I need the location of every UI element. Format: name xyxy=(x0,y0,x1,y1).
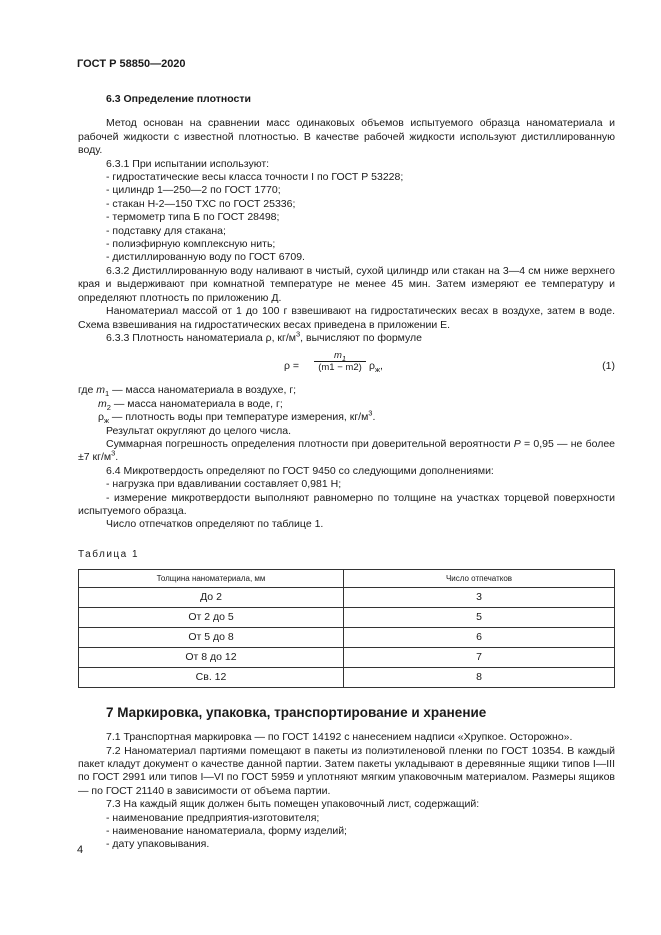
total-error-note xyxy=(78,438,615,465)
clause-6-4-table-ref: Число отпечатков определяют по таблице 1. xyxy=(106,518,324,531)
formula-lhs: ρ = xyxy=(284,360,300,373)
clause-6-3-2-weighing: Наноматериал массой от 1 до 100 г взвешивают на гидростатических весах в воздухе, затем в воде. Схема взвешивания на гидростатических весах приведена в приложении Е. xyxy=(78,305,615,331)
clause-6-4-item: - нагрузка при вдавливании составляет 0,981 Н; xyxy=(106,478,342,491)
clause-6-3-3-unit-exponent: 3 xyxy=(296,329,301,339)
equipment-item: - цилиндр 1—250—2 по ГОСТ 1770; xyxy=(106,184,281,197)
rounding-note: Результат округляют до целого числа. xyxy=(106,424,292,437)
thickness-cell: От 2 до 5 xyxy=(79,608,344,628)
table-header-thickness: Толщина наноматериала, мм xyxy=(79,570,344,588)
imprints-table xyxy=(78,569,615,688)
clause-6-3-2: 6.3.2 Дистиллированную воду наливают в чистый, сухой цилиндр или стакан на 3—4 см ниже верхнего края и выдерживают при комнатной температуре не менее 45 мин. Затем измеряют ее температуру и определяют плотность по приложению Д. xyxy=(78,264,615,304)
section-6-3-intro: Метод основан на сравнении масс одинаковых объемов испытуемого образца наноматериала и рабочей жидкости с известной плотностью. В качестве рабочей жидкости используют дистиллированную воду. xyxy=(78,117,615,157)
where-m1 xyxy=(78,384,615,397)
section-6-3-title: 6.3 Определение плотности xyxy=(106,93,251,105)
error-unit-exponent: 3 xyxy=(111,448,116,458)
m2-text: — масса наноматериала в воде, г; xyxy=(110,397,283,410)
formula-rhs xyxy=(369,360,383,373)
m1-sub: 1 xyxy=(105,389,110,399)
m2-var: m xyxy=(98,397,107,410)
clause-6-4: 6.4 Микротвердость определяют по ГОСТ 9450 со следующими дополнениями: xyxy=(106,464,494,477)
error-p-var: P xyxy=(513,437,521,450)
clause-7-2: 7.2 Наноматериал партиями помещают в пакеты из полиэтиленовой пленки по ГОСТ 10354. В каждый пакет кладут документ о качестве данной партии. Затем пакеты укладывают в деревянные ящики типов I—III по ГОСТ 2991 или типов I—VI по ГОСТ 5959 и уплотняют мягким упаковочным материалом. Размеры ящиков — по ГОСТ 21140 в зависимости от объема партии. xyxy=(78,744,615,797)
table-header-imprints: Число отпечатков xyxy=(344,570,615,588)
m1-var: m xyxy=(96,384,105,397)
error-text-b: = 0,95 — не более ±7 кг/м xyxy=(78,437,615,464)
rhs-symbol: ρ xyxy=(369,360,375,373)
table-row xyxy=(79,628,615,648)
page-number: 4 xyxy=(77,844,84,856)
thickness-cell: От 8 до 12 xyxy=(79,648,344,668)
formula-denominator: (m1 − m2) xyxy=(318,362,362,374)
rho-text: — плотность воды при температуре измерения, кг/м xyxy=(109,411,369,424)
clause-7-3: 7.3 На каждый ящик должен быть помещен упаковочный лист, содержащий: xyxy=(106,798,480,811)
page-content xyxy=(78,93,615,852)
m2-sub: 2 xyxy=(106,402,111,412)
where-prefix: где xyxy=(78,384,94,397)
density-formula xyxy=(78,348,615,382)
rho-end: . xyxy=(372,411,376,424)
rhs-sub: ж xyxy=(374,365,381,375)
clause-6-3-3-text: 6.3.3 Плотность наноматериала ρ, кг/м xyxy=(106,331,296,344)
rhs-tail: , xyxy=(380,360,383,373)
imprints-cell: 5 xyxy=(344,608,615,628)
formula-numerator xyxy=(313,350,367,364)
imprints-cell: 3 xyxy=(344,588,615,608)
packing-list-item: - наименование наноматериала, форму изделий; xyxy=(106,825,347,838)
rho-var: ρ xyxy=(98,411,104,424)
rho-unit-exponent: 3 xyxy=(368,408,373,418)
where-m2 xyxy=(98,398,615,411)
numerator-sub: 1 xyxy=(341,354,347,364)
thickness-cell: До 2 xyxy=(79,588,344,608)
table-caption: Таблица 1 xyxy=(78,548,140,560)
clause-6-3-3 xyxy=(106,329,615,345)
table-row xyxy=(79,648,615,668)
equipment-item: - полиэфирную комплексную нить; xyxy=(106,238,276,251)
table-row xyxy=(79,668,615,688)
imprints-cell: 6 xyxy=(344,628,615,648)
table-row xyxy=(79,608,615,628)
packing-list-item: - наименование предприятия-изготовителя; xyxy=(106,811,320,824)
equipment-item: - термометр типа Б по ГОСТ 28498; xyxy=(106,211,280,224)
numerator-var: m xyxy=(333,350,342,362)
formula-fraction xyxy=(313,350,367,374)
clause-7-1: 7.1 Транспортная маркировка — по ГОСТ 14192 с нанесением надписи «Хрупкое. Осторожно». xyxy=(106,731,573,744)
m1-text: — масса наноматериала в воздухе, г; xyxy=(109,384,297,397)
clause-6-4-item: - измерение микротвердости выполняют равномерно по толщине на участках торцевой поверхности испытуемого образца. xyxy=(78,491,615,517)
imprints-cell: 8 xyxy=(344,668,615,688)
equipment-item: - стакан Н-2—150 ТХС по ГОСТ 25336; xyxy=(106,197,296,210)
clause-6-3-3-tail: , вычисляют по формуле xyxy=(300,331,422,344)
section-7-title: 7 Маркировка, упаковка, транспортирование и хранение xyxy=(106,705,487,721)
table-header-row xyxy=(79,570,615,588)
packing-list-item: - дату упаковывания. xyxy=(106,838,210,851)
equipment-item: - гидростатические весы класса точности I по ГОСТ Р 53228; xyxy=(106,171,404,184)
equipment-item: - подставку для стакана; xyxy=(106,224,226,237)
clause-6-3-1: 6.3.1 При испытании используют: xyxy=(106,157,270,170)
thickness-cell: От 5 до 8 xyxy=(79,628,344,648)
rho-sub: ж xyxy=(103,416,110,426)
equipment-item: - дистиллированную воду по ГОСТ 6709. xyxy=(106,251,305,264)
imprints-cell: 7 xyxy=(344,648,615,668)
table-row xyxy=(79,588,615,608)
error-text-a: Суммарная погрешность определения плотности при доверительной вероятности xyxy=(106,437,514,450)
thickness-cell: Св. 12 xyxy=(79,668,344,688)
formula-number: (1) xyxy=(602,360,615,373)
standard-header: ГОСТ Р 58850—2020 xyxy=(77,58,186,70)
error-end: . xyxy=(115,451,119,464)
where-rho xyxy=(98,408,615,426)
